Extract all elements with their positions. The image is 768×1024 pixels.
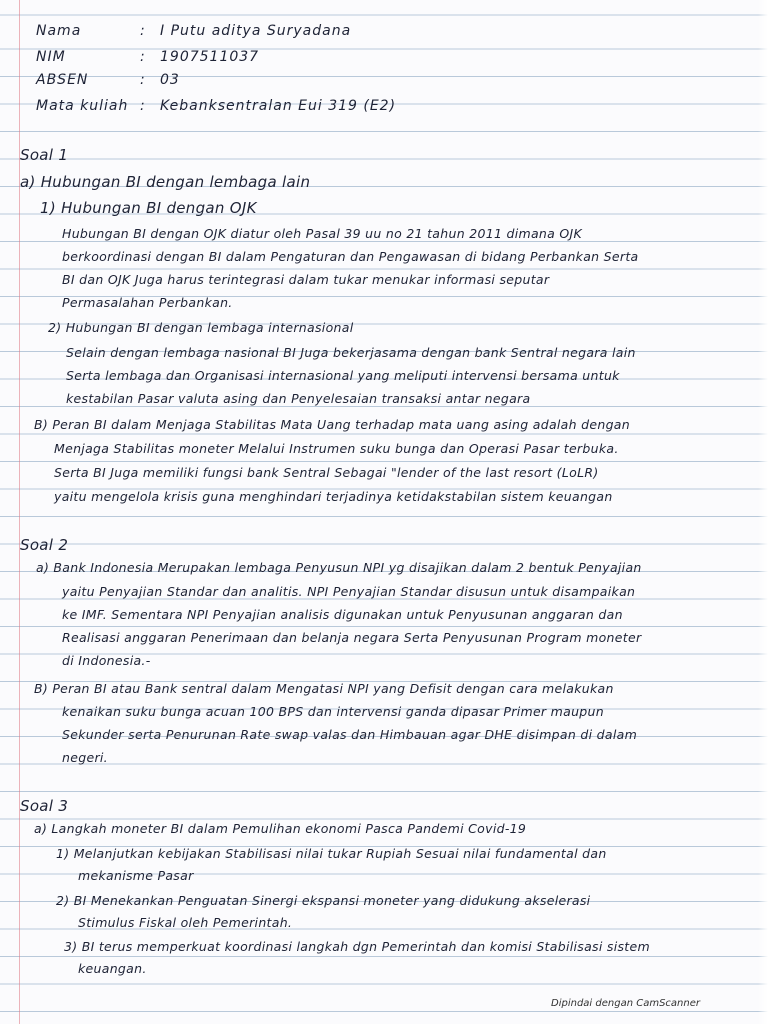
nim-label: NIM — [36, 49, 66, 65]
soal3-item1-line: 1) Melanjutkan kebijakan Stabilisasi nilai tukar Rupiah Sesuai nilai fundamental dan — [56, 846, 607, 861]
page-edge — [758, 0, 768, 1024]
name-label: Nama — [36, 23, 82, 39]
soal3-item2-line: 2) BI Menekankan Penguatan Sinergi ekspansi moneter yang didukung akselerasi — [56, 893, 591, 908]
soal1-item2-heading: 2) Hubungan BI dengan lembaga internasional — [48, 320, 354, 335]
soal2-b-line: B) Peran BI atau Bank sentral dalam Mengatasi NPI yang Defisit dengan cara melakukan — [34, 681, 614, 696]
soal1-item2-line: Selain dengan lembaga nasional BI Juga bekerjasama dengan bank Sentral negara lain — [66, 345, 636, 360]
soal2-a-line: Realisasi anggaran Penerimaan dan belanja negara Serta Penyusunan Program moneter — [62, 630, 642, 645]
matkul-value: Kebanksentralan Eui 319 (E2) — [160, 98, 397, 114]
soal1-b-line: Menjaga Stabilitas moneter Melalui Instrumen suku bunga dan Operasi Pasar terbuka. — [54, 441, 619, 456]
soal1-item1-line: berkoordinasi dengan BI dalam Pengaturan dan Pengawasan di bidang Perbankan Serta — [62, 249, 639, 264]
soal3-item3-line: keuangan. — [78, 961, 147, 976]
soal2-b-line: Sekunder serta Penurunan Rate swap valas dan Himbauan agar DHE disimpan di dalam — [62, 727, 638, 742]
soal2-a-line: di Indonesia.- — [62, 653, 151, 668]
soal2-a-line: ke IMF. Sementara NPI Penyajian analisis digunakan untuk Penyusunan anggaran dan — [62, 607, 623, 622]
soal3-item1-line: mekanisme Pasar — [78, 868, 194, 883]
absen-label: ABSEN — [36, 72, 89, 88]
soal1-item2-line: kestabilan Pasar valuta asing dan Penyelesaian transaksi antar negara — [66, 391, 531, 406]
soal3-a-heading: a) Langkah moneter BI dalam Pemulihan ekonomi Pasca Pandemi Covid-19 — [34, 821, 527, 836]
soal3-item3-line: 3) BI terus memperkuat koordinasi langkah dgn Pemerintah dan komisi Stabilisasi sistem — [64, 939, 650, 954]
scanner-watermark: Dipindai dengan CamScanner — [551, 998, 700, 1009]
soal1-b-line: Serta BI Juga memiliki fungsi bank Sentral Sebagai "lender of the last resort (LoLR) — [54, 465, 599, 480]
soal1-title: Soal 1 — [20, 146, 69, 164]
soal2-a-line: a) Bank Indonesia Merupakan lembaga Penyusun NPI yg disajikan dalam 2 bentuk Penyajian — [36, 560, 642, 575]
matkul-colon: : — [140, 98, 146, 114]
nim-colon: : — [140, 49, 146, 65]
soal1-item2-line: Serta lembaga dan Organisasi internasional yang meliputi intervensi bersama untuk — [66, 368, 620, 383]
soal3-item2-line: Stimulus Fiskal oleh Pemerintah. — [78, 915, 293, 930]
name-colon: : — [140, 23, 146, 39]
absen-colon: : — [140, 72, 146, 88]
soal1-b-line: B) Peran BI dalam Menjaga Stabilitas Mata Uang terhadap mata uang asing adalah dengan — [34, 417, 630, 432]
matkul-label: Mata kuliah — [36, 98, 129, 114]
absen-value: 03 — [160, 72, 180, 88]
soal2-b-line: negeri. — [62, 750, 108, 765]
soal1-a-heading: a) Hubungan BI dengan lembaga lain — [20, 173, 311, 191]
soal1-item1-line: Hubungan BI dengan OJK diatur oleh Pasal 39 uu no 21 tahun 2011 dimana OJK — [62, 226, 583, 241]
name-value: I Putu aditya Suryadana — [160, 23, 352, 39]
soal1-item1-line: BI dan OJK Juga harus terintegrasi dalam tukar menukar informasi seputar — [62, 272, 550, 287]
soal2-title: Soal 2 — [20, 536, 69, 554]
soal2-b-line: kenaikan suku bunga acuan 100 BPS dan intervensi ganda dipasar Primer maupun — [62, 704, 604, 719]
soal1-item1-line: Permasalahan Perbankan. — [62, 295, 233, 310]
soal3-title: Soal 3 — [20, 797, 69, 815]
soal1-item1-heading: 1) Hubungan BI dengan OJK — [40, 199, 257, 217]
soal1-b-line: yaitu mengelola krisis guna menghindari terjadinya ketidakstabilan sistem keuangan — [54, 489, 613, 504]
nim-value: 1907511037 — [160, 49, 260, 65]
soal2-a-line: yaitu Penyajian Standar dan analitis. NPI Penyajian Standar disusun untuk disampaikan — [62, 584, 636, 599]
